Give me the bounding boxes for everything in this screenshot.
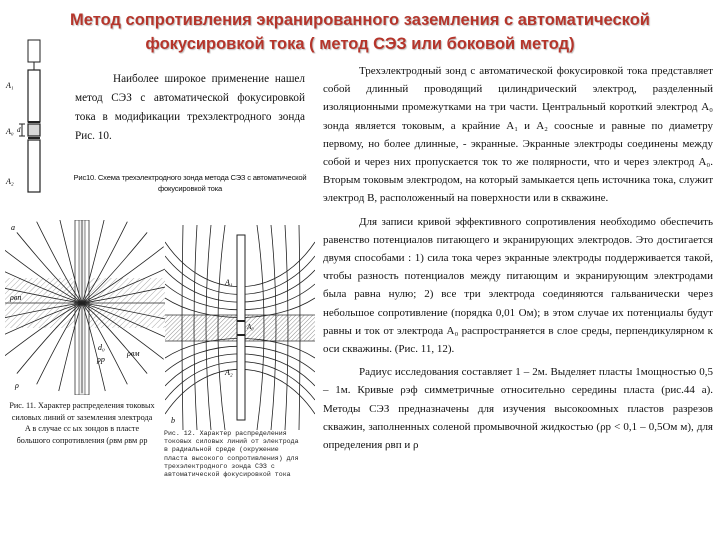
fig12-focused-current-diagram bbox=[165, 225, 315, 430]
fig11-label-rho-vm: ρвм bbox=[127, 349, 140, 358]
fig12-label-a0: A₀ bbox=[247, 323, 254, 331]
fig11-label-rho-b: ρ bbox=[15, 381, 19, 390]
fig10-probe-diagram bbox=[0, 38, 75, 218]
paragraph-resistance-curve: Для записи кривой эффективного сопротивления необходимо обеспечить равенство потенциалов питающего и экранирующих электродов. Это достигается двумя способами : 1) сила тока через экранные электроды поддерживается такой, чтобы разность потенциалов между питающим и экранирующим электродами была равна нулю; 2) все три электрода соединяются гальванически через небольшое сопротивление (порядка 0,01 Ом); в этом случае их потенциалы будут равны и ток от электрода A₀ распространяется в слое среды, перпендикулярном к оси скважины. (Рис. 11, 12). bbox=[323, 215, 713, 356]
fig10-label-a0: A₀ bbox=[6, 127, 14, 136]
page-title: Метод сопротивления экранированного заземления с автоматической фокусировкой тока ( метод СЭЗ или боковой метод) bbox=[70, 11, 650, 53]
paragraph-investigation-radius: Радиус исследования составляет 1 – 2м. Выделяет пласты 1мощностью 0,5 – 1м. Кривые ρэф симметричные относительно середины пласта (рис.44 а). Методы СЭЗ предназначены для изучения высокоомных пластов разрезов скважин, заполненных соленой промывочной жидкостью (ρр < 0,1 – 0,5Ом м), для определения ρвп и ρ bbox=[323, 366, 713, 452]
fig11-label-rho-vp: ρвп bbox=[10, 293, 22, 302]
main-text bbox=[323, 62, 713, 459]
intro-paragraph: Наиболее широкое применение нашел метод СЭЗ с автоматической фокусировкой тока в модификации трехэлектродного зонда Рис. 10. bbox=[75, 73, 305, 142]
fig11-label-rho-r: ρр bbox=[97, 355, 105, 364]
fig12-caption: Рис. 12. Характер распределения токовых силовых линий от электрода в радиальной среде (окружение пласта высокого сопротивления) для трехэлектродного зонда СЭЗ с автоматической фокусировкой тока bbox=[164, 430, 299, 479]
fig10-label-a2: A₂ bbox=[6, 177, 14, 186]
fig11-label-d0: d₀ bbox=[98, 343, 105, 352]
fig12-label-b: b bbox=[171, 416, 175, 425]
fig11-current-lines-diagram bbox=[5, 220, 165, 395]
fig11-label-a: а bbox=[11, 223, 15, 232]
fig10-label-d: d bbox=[17, 126, 21, 134]
fig11-caption: Рис. 11. Характер распределения токовых силовых линий от заземления электрода A в случае сс ых зондов в пласте большого сопротивления (ρвм ρвм ρр bbox=[9, 401, 155, 445]
fig10-caption: Рис10. Схема трехэлектродного зонда метода СЭЗ с автоматической фокусировкой тока bbox=[73, 173, 307, 193]
fig10-label-a1: A₁ bbox=[6, 81, 14, 90]
fig12-label-a1: A₁ bbox=[225, 278, 233, 287]
intro-text bbox=[75, 70, 305, 146]
fig12-label-a2: A₂ bbox=[225, 368, 233, 377]
paragraph-probe-description: Трехэлектродный зонд с автоматической фокусировкой тока представляет собой длинный проводящий цилиндрический электрод, разделенный изоляционными промежутками на три части. Центральный короткий электрод A₀ зонда является токовым, а крайние A₁ и A₂ соосные и равные по диаметру первому, но более длинные, - экранные. Экранные электроды соединены между собой и через них пропускается ток то же полярности, что и через электрод A₀. Вторым токовым электродом, на который замыкается цепь источника тока, служит электрод B, расположенный на поверхности или в скважине. bbox=[323, 65, 713, 205]
